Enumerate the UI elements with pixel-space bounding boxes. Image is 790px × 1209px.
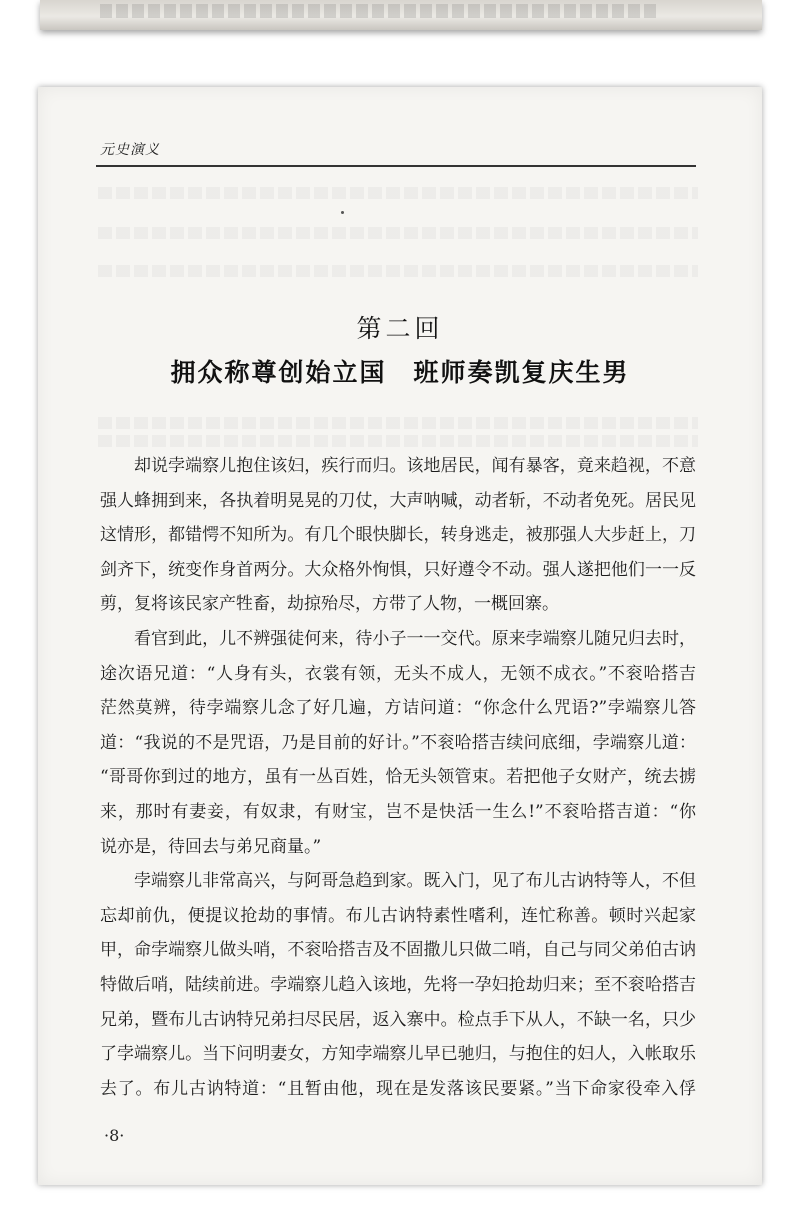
bleed-through-text bbox=[100, 4, 660, 18]
header-rule bbox=[96, 165, 696, 167]
text-line: 来，那时有妻妾，有奴隶，有财宝，岂不是快活一生么!”不衮哈搭吉道：“你 bbox=[100, 802, 696, 822]
bleed-through-text bbox=[98, 417, 698, 429]
page-number: ·8· bbox=[104, 1126, 125, 1145]
book-page bbox=[38, 87, 762, 1185]
text-line: 兄弟，暨布儿古讷特兄弟扫尽民居，返入寨中。检点手下从人，不缺一名，只少 bbox=[100, 1010, 696, 1030]
text-line: 看官到此，儿不辨强徒何来，待小子一一交代。原来孛端察儿随兄归去时， bbox=[134, 629, 696, 649]
text-line: 忘却前仇，便提议抢劫的事情。布儿古讷特素性嗜利，连忙称善。顿时兴起家 bbox=[100, 906, 696, 926]
running-head: 元史演义 bbox=[100, 142, 160, 158]
bleed-through-text bbox=[98, 187, 698, 199]
text-line: 剪，复将该民家产牲畜，劫掠殆尽，方带了人物，一概回寨。 bbox=[100, 594, 559, 614]
previous-page-edge bbox=[40, 0, 762, 30]
bleed-through-text bbox=[98, 265, 698, 277]
text-line: “哥哥你到过的地方，虽有一丛百姓，恰无头领管束。若把他子女财产，统去掳 bbox=[100, 767, 696, 787]
bleed-through-text bbox=[98, 227, 698, 239]
text-line: 了孛端察儿。当下问明妻女，方知孛端察儿早已驰归，与抱住的妇人，入帐取乐 bbox=[100, 1044, 696, 1064]
ornament-dot bbox=[341, 211, 344, 214]
text-line: 说亦是，待回去与弟兄商量。” bbox=[100, 837, 322, 857]
text-line: 甲，命孛端察儿做头哨，不衮哈搭吉及不固撒儿只做二哨，自己与同父弟伯古讷 bbox=[100, 940, 696, 960]
bleed-through-text bbox=[98, 435, 698, 447]
text-line: 特做后哨，陆续前进。孛端察儿趋入该地，先将一孕妇抢劫归来；至不衮哈搭吉 bbox=[100, 975, 696, 995]
chapter-title: 拥众称尊创始立国 班师奏凯复庆生男 bbox=[170, 358, 630, 387]
text-line: 剑齐下，统变作身首两分。大众格外恂惧，只好遵令不动。强人遂把他们一一反 bbox=[100, 560, 696, 580]
text-line: 强人蜂拥到来，各执着明晃晃的刀仗，大声呐喊，动者斩，不动者免死。居民见 bbox=[100, 491, 696, 511]
text-line: 道：“我说的不是咒语，乃是目前的好计。”不衮哈搭吉续问底细，孛端察儿道： bbox=[100, 733, 696, 753]
text-line: 孛端察儿非常高兴，与阿哥急趋到家。既入门，见了布儿古讷特等人，不但 bbox=[134, 871, 696, 891]
text-line: 去了。布儿古讷特道：“且暂由他，现在是发落该民要紧。”当下命家役牵入俘 bbox=[100, 1079, 696, 1099]
text-line: 这情形，都错愕不知所为。有几个眼快脚长，转身逃走，被那强人大步赶上，刀 bbox=[100, 525, 696, 545]
text-line: 途次语兄道：“人身有头，衣裳有领，无头不成人，无领不成衣。”不衮哈搭吉 bbox=[100, 664, 696, 684]
text-line: 却说孛端察儿抱住该妇，疾行而归。该地居民，闻有暴客，竟来趋视，不意 bbox=[134, 456, 696, 476]
chapter-number: 第二回 bbox=[356, 314, 444, 343]
text-line: 茫然莫辨，待孛端察儿念了好几遍，方诘问道：“你念什么咒语?”孛端察儿答 bbox=[100, 698, 696, 718]
